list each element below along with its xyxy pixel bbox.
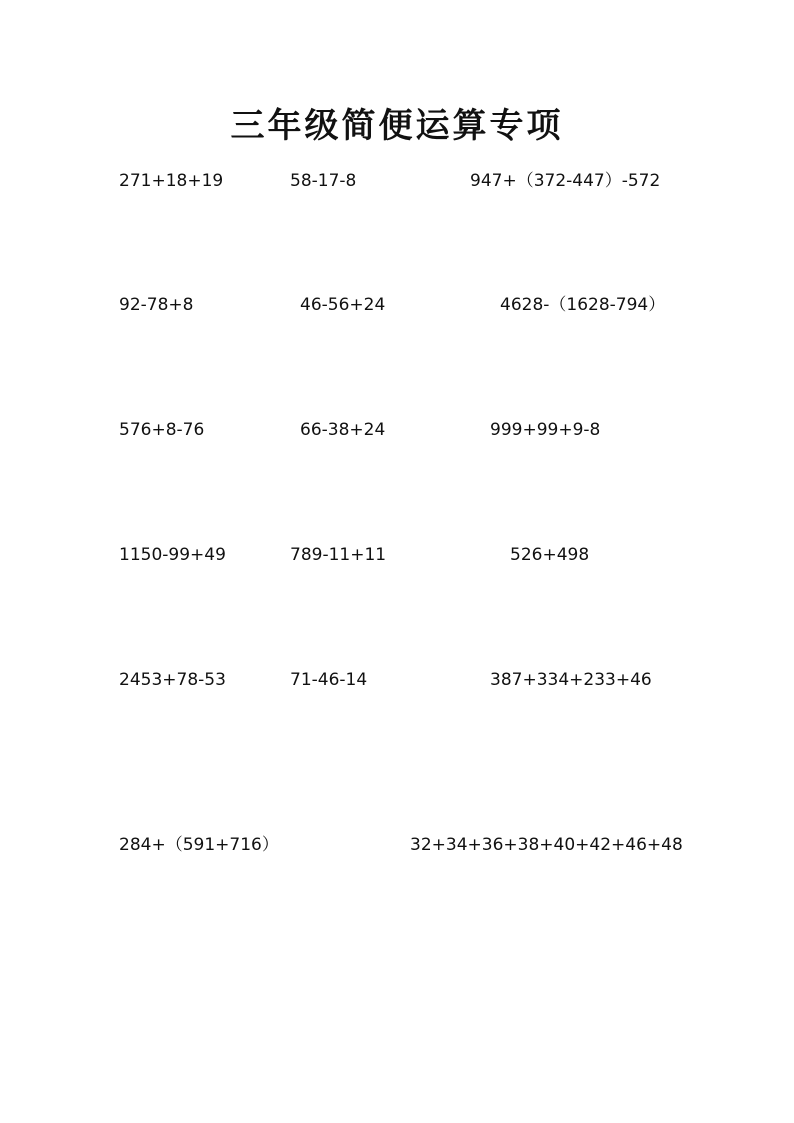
problem-16: 284+（591+716） bbox=[119, 835, 279, 855]
problem-10: 1150-99+49 bbox=[119, 545, 226, 565]
problem-6: 4628-（1628-794） bbox=[500, 295, 666, 315]
problem-14: 71-46-14 bbox=[290, 670, 368, 690]
problem-4: 92-78+8 bbox=[119, 295, 194, 315]
problem-2: 58-17-8 bbox=[290, 171, 357, 191]
problem-17: 32+34+36+38+40+42+46+48 bbox=[410, 835, 683, 855]
problem-13: 2453+78-53 bbox=[119, 670, 226, 690]
problem-3: 947+（372-447）-572 bbox=[470, 171, 661, 191]
problem-12: 526+498 bbox=[510, 545, 590, 565]
problem-5: 46-56+24 bbox=[300, 295, 386, 315]
problem-15: 387+334+233+46 bbox=[490, 670, 652, 690]
problem-11: 789-11+11 bbox=[290, 545, 387, 565]
problem-8: 66-38+24 bbox=[300, 420, 386, 440]
problem-7: 576+8-76 bbox=[119, 420, 205, 440]
problem-1: 271+18+19 bbox=[119, 171, 224, 191]
page-title: 三年级简便运算专项 bbox=[230, 106, 564, 146]
problem-9: 999+99+9-8 bbox=[490, 420, 601, 440]
